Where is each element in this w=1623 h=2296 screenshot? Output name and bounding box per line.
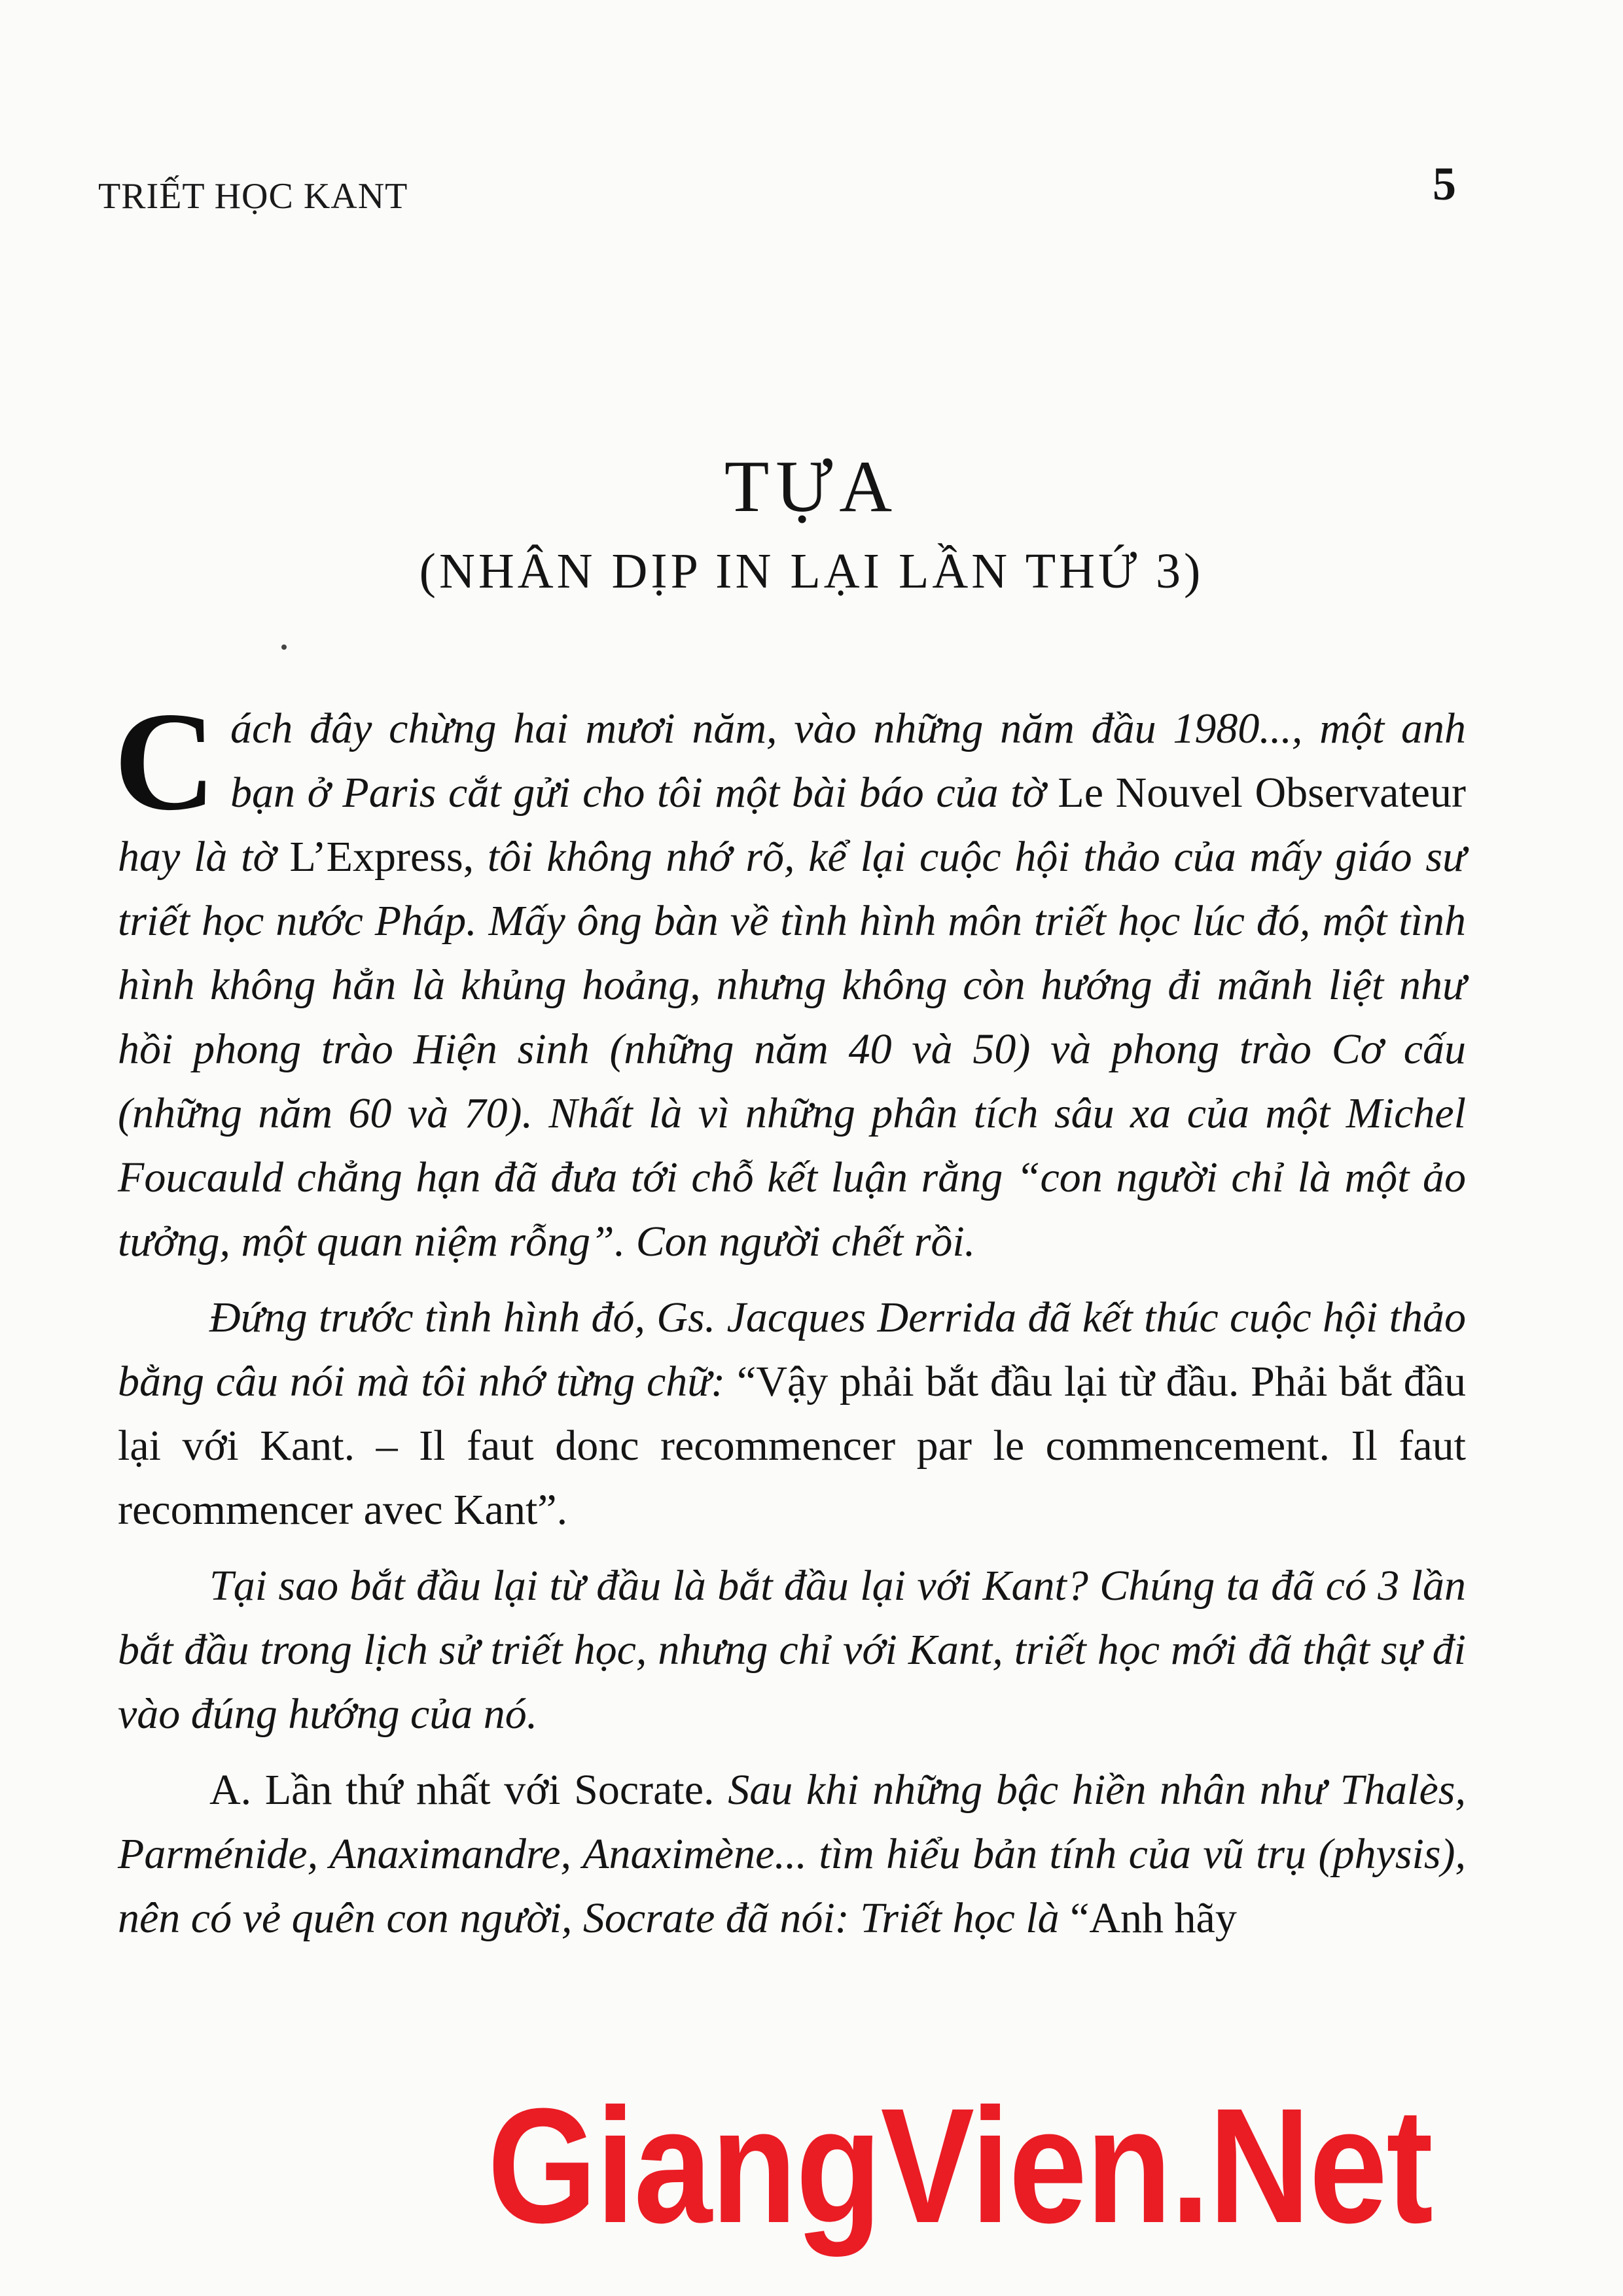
paragraph-3 xyxy=(118,1554,1466,1746)
paragraph-1-text-a: ách đây chừng hai mươi năm, vào những năm đầu 1980..., một anh bạn ở Paris cắt gửi cho tôi một bài báo của tờ xyxy=(230,705,1466,817)
watermark-logo: GiangVien.Net xyxy=(488,2074,1433,2257)
paragraph-3-text-a: Tại sao bắt đầu lại từ đầu là bắt đầu lại với Kant? Chúng ta đã có 3 lần bắt đầu trong lịch sử triết học, nhưng chỉ với Kant, triết học mới đã thật sự đi vào đúng hướng của nó. xyxy=(118,1562,1466,1738)
chapter-title: TỰA xyxy=(724,446,899,527)
chapter-subtitle: (NHÂN DỊP IN LẠI LẦN THỨ 3) xyxy=(419,544,1204,599)
paragraph-1-text-b: Le Nouvel Observateur xyxy=(1058,769,1466,817)
paragraph-2 xyxy=(118,1286,1466,1542)
paragraph-1 xyxy=(114,683,1466,1274)
print-speck xyxy=(281,645,287,650)
drop-cap: C xyxy=(114,683,216,839)
paragraph-1-text-c: hay là tờ xyxy=(118,833,290,881)
running-head: TRIẾT HỌC KANT xyxy=(98,176,408,217)
paragraph-1-text-d: L’Express, xyxy=(289,833,474,881)
body-text xyxy=(114,683,1466,1962)
paragraph-4-text-a: A. Lần thứ nhất với Socrate. xyxy=(209,1766,728,1814)
paragraph-2-text-a: Đứng trước tình hình đó, Gs. Jacques Derrida đã kết thúc cuộc hội thảo bằng câu nói mà tôi nhớ từng chữ: xyxy=(118,1294,1466,1405)
paragraph-4-text-c: “Anh hãy xyxy=(1070,1894,1237,1942)
paragraph-4 xyxy=(118,1758,1466,1951)
paragraph-1-text-e: tôi không nhớ rõ, kể lại cuộc hội thảo của mấy giáo sư triết học nước Pháp. Mấy ông bàn về tình hình môn triết học lúc đó, một tình hình không hẳn là khủng hoảng, nhưng không còn hướng đi mãnh liệt như hồi phong trào Hiện sinh (những năm 40 và 50) và phong trào Cơ cấu (những năm 60 và 70). Nhất là vì những phân tích sâu xa của một Michel Foucauld chẳng hạn đã đưa tới chỗ kết luận rằng “con người chỉ là một ảo tưởng, một quan niệm rỗng”. Con người chết rồi. xyxy=(118,833,1466,1265)
page-number: 5 xyxy=(1433,158,1456,210)
paragraph-4-text-b: Sau khi những bậc hiền nhân như Thalès, Parménide, Anaximandre, Anaximène... tìm hiểu bản tính của vũ trụ (physis), nên có vẻ quên con người, Socrate đã nói: Triết học là xyxy=(118,1766,1466,1942)
paragraph-2-text-b: “Vậy phải bắt đầu lại từ đầu. Phải bắt đầu lại với Kant. – Il faut donc recommencer par le commencement. Il faut recommencer avec Kant”. xyxy=(118,1358,1466,1534)
